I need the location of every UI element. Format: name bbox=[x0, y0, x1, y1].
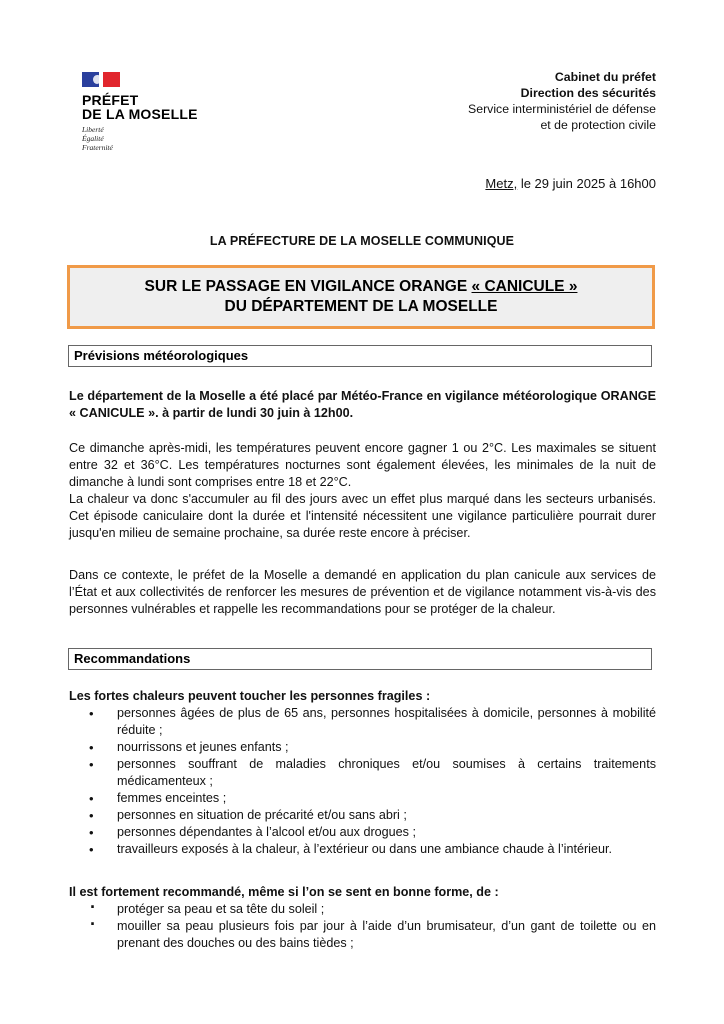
sender-direction: Direction des sécurités bbox=[520, 86, 656, 100]
dateline-city: Metz, bbox=[485, 176, 518, 191]
advice-block bbox=[69, 884, 656, 952]
title-box bbox=[67, 265, 655, 329]
forecast-paragraph-3: Dans ce contexte, le préfet de la Moselle a demandé en application du plan canicule aux services de l’État et aux collectivités de renforcer les mesures de prévention et de vigilance notamment vis-à-vis des personnes vulnérables et rappelle les recommandations pour se protéger de la chaleur. bbox=[69, 568, 656, 616]
forecast-paragraph-1: Ce dimanche après-midi, les températures peuvent encore gagner 1 ou 2°C. Les maximales se situent entre 32 et 36°C. Les températures nocturnes sont également élevées, les minimales de la nuit de dimanche à lundi sont comprises entre 18 et 22°C. bbox=[69, 441, 656, 489]
list-item: • personnes dépendantes à l’alcool et/ou aux drogues ; bbox=[69, 824, 656, 841]
list-item: · protéger sa peau et sa tête du soleil ; bbox=[69, 901, 656, 918]
dateline bbox=[485, 176, 656, 191]
list-item: • personnes souffrant de maladies chroniques et/ou soumises à certains traitements médicamenteux ; bbox=[69, 756, 656, 790]
list-item: • personnes en situation de précarité et/ou sans abri ; bbox=[69, 807, 656, 824]
title-line-1 bbox=[145, 277, 578, 297]
forecast-paragraph-2: La chaleur va donc s'accumuler au fil des jours avec un effet plus marqué dans les secteurs urbanisés. Cet épisode caniculaire dont la durée et l'intensité nécessitent une vigilance particulière pourrait durer jusqu'en milieu de semaine prochaine, sa durée reste encore à préciser. bbox=[69, 492, 656, 540]
logo-line-1: PRÉFET bbox=[82, 92, 139, 108]
list-item: • personnes âgées de plus de 65 ans, personnes hospitalisées à domicile, personnes à mobilité réduite ; bbox=[69, 705, 656, 739]
title-prefix: SUR LE PASSAGE EN VIGILANCE ORANGE bbox=[144, 278, 472, 295]
french-flag-icon bbox=[82, 72, 120, 87]
list-item: · mouiller sa peau plusieurs fois par jour à l’aide d’un brumisateur, d’un gant de toilette ou en prenant des douches ou des bains tièdes ; bbox=[69, 918, 656, 952]
logo-line-2: DE LA MOSELLE bbox=[82, 106, 198, 122]
sender-service-2: et de protection civile bbox=[540, 118, 656, 132]
motto-liberte: Liberté bbox=[82, 125, 104, 134]
dateline-date: le 29 juin 2025 à 16h00 bbox=[517, 176, 656, 191]
communique-heading: LA PRÉFECTURE DE LA MOSELLE COMMUNIQUE bbox=[209, 234, 515, 248]
advice-list bbox=[69, 901, 656, 952]
motto-egalite: Égalité bbox=[82, 134, 104, 143]
title-canicule: « CANICULE » bbox=[471, 278, 578, 295]
motto-fraternite: Fraternité bbox=[82, 143, 113, 152]
list-item: • travailleurs exposés à la chaleur, à l’extérieur ou dans une ambiance chaude à l’intérieur. bbox=[69, 841, 656, 858]
sender-service-1: Service interministériel de défense bbox=[468, 102, 656, 116]
title-line-2: DU DÉPARTEMENT DE LA MOSELLE bbox=[224, 298, 498, 315]
fragile-intro: Les fortes chaleurs peuvent toucher les personnes fragiles : bbox=[69, 689, 431, 703]
sender-block bbox=[468, 69, 656, 133]
forecast-lead: Le département de la Moselle a été placé par Météo-France en vigilance météorologique ORANGE « CANICULE ». à partir de lundi 30 juin à 12h00. bbox=[69, 389, 656, 420]
section-heading-forecast: Prévisions météorologiques bbox=[68, 345, 652, 367]
forecast-body bbox=[69, 440, 656, 542]
fragile-people-block bbox=[69, 688, 656, 858]
advice-intro: Il est fortement recommandé, même si l’on se sent en bonne forme, de : bbox=[69, 885, 499, 899]
prefecture-logo bbox=[82, 72, 198, 152]
section-heading-recommendations: Recommandations bbox=[68, 648, 652, 670]
fragile-list bbox=[69, 705, 656, 858]
republic-motto bbox=[82, 125, 198, 152]
list-item: • femmes enceintes ; bbox=[69, 790, 656, 807]
sender-cabinet: Cabinet du préfet bbox=[554, 70, 656, 84]
list-item: • nourrissons et jeunes enfants ; bbox=[69, 739, 656, 756]
